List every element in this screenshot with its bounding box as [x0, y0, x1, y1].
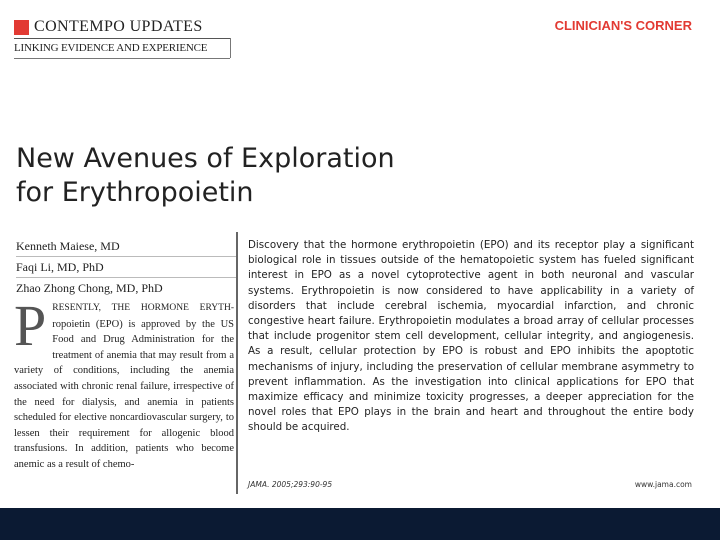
author-name: Zhao Zhong Chong, MD, PhD [16, 281, 163, 295]
journal-website: www.jama.com [634, 480, 692, 489]
header-divider-bottom [14, 58, 230, 59]
article-title-line-2: for Erythropoietin [16, 177, 254, 208]
abstract-text: Discovery that the hormone erythropoietin (EPO) and its receptor play a significant biological role in tissues outside of the hematopoietic system has fueled significant interest in EPO as a novel cytoprotective agent in both neuronal and vascular systems. Erythropoietin is now considered to have applicability in a variety of disorders that include cerebral ischemia, myocardial infarction, and chronic congestive heart failure. Erythropoietin modulates a broad array of cellular processes that include progenitor stem cell development, cellular integrity, and angiogenesis. As a result, cellular protection by EPO is robust and EPO inhibits the apoptotic mechanisms of injury, including the preservation of cellular membrane asymmetry to prevent inflammation. As the investigation into clinical applications for EPO that maximize efficacy and minimize toxicity progresses, a deeper appreciation for the novel roles that EPO plays in the brain and heart and throughout the entire body should be acquired. [248, 239, 694, 434]
header-divider [14, 38, 230, 39]
section-subtitle: LINKING EVIDENCE AND EXPERIENCE [14, 42, 208, 54]
article-title [16, 142, 556, 210]
abstract-rule [236, 232, 238, 494]
body-paragraph: ropoietin (EPO) is approved by the US Food and Drug Administration for the treatment of anemia that may result from a variety of conditions, including the anemia associated with chronic renal failure, irrespective of the need for dialysis, and anemia in patients scheduled for elective noncardiovascular surgery, to lessen their requirement for allogenic blood transfusions. In addition, patients who become anemic as a result of chemo- [14, 318, 234, 470]
author-name: Kenneth Maiese, MD [16, 236, 236, 257]
clinicians-corner-label: CLINICIAN'S CORNER [554, 18, 692, 33]
article-title-line-1: New Avenues of Exploration [16, 143, 395, 174]
journal-citation: JAMA. 2005;293:90-95 [248, 480, 333, 489]
section-marker-icon [14, 20, 29, 35]
section-title: CONTEMPO UPDATES [34, 18, 203, 35]
author-list [16, 236, 236, 298]
body-text [14, 293, 234, 473]
header-side-rule [230, 38, 231, 58]
author-name: Faqi Li, MD, PhD [16, 257, 236, 278]
slide-footer-bar [0, 508, 720, 540]
body-lead-smallcaps: RESENTLY, THE HORMONE ERYTH- [52, 303, 234, 313]
drop-cap: P [14, 293, 47, 358]
body-column [14, 293, 234, 473]
